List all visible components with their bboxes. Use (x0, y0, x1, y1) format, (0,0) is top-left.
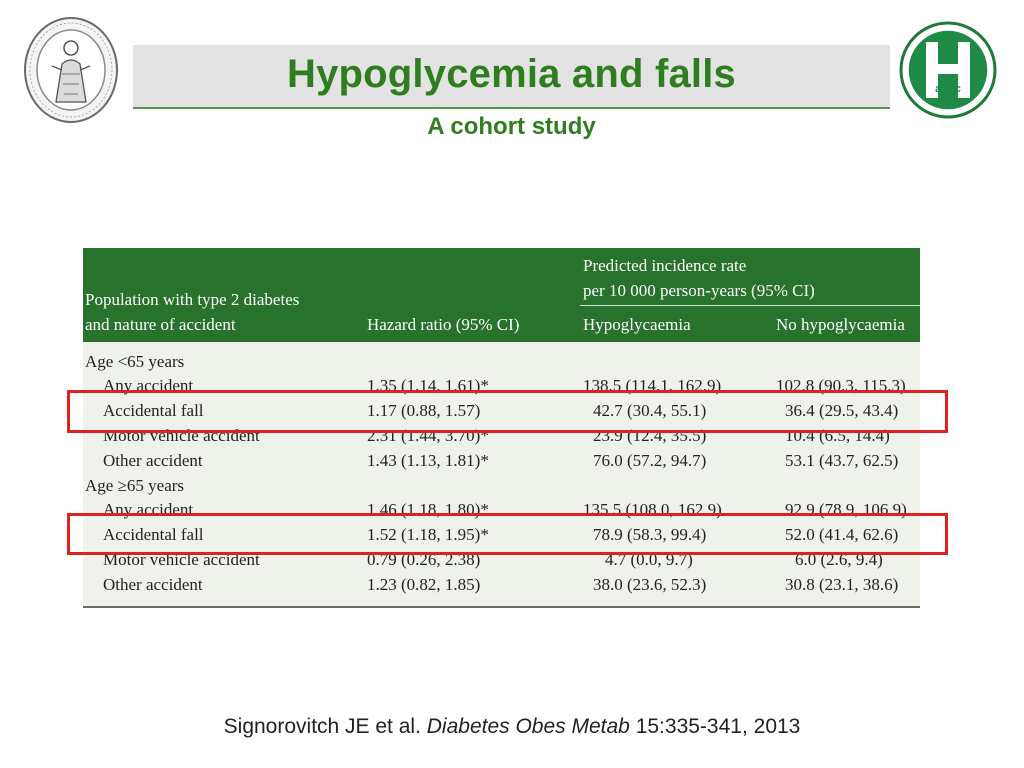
nohypo-rate-cell: 102.8 (90.3, 115.3) (776, 376, 906, 395)
citation (0, 715, 1024, 739)
accident-cell: Any accident (103, 376, 194, 395)
hazard-ratio-cell: 1.23 (0.82, 1.85) (367, 575, 481, 594)
hazard-ratio-cell: 2.31 (1.44, 3.70)* (367, 426, 489, 445)
table-row (83, 572, 920, 597)
hospital-logo (898, 20, 998, 120)
hypo-rate-cell: 135.5 (108.0, 162.9) (583, 500, 722, 519)
accident-cell: Other accident (103, 451, 203, 470)
table-header (83, 248, 920, 342)
accident-cell: Any accident (103, 500, 194, 519)
hypo-rate-cell: 4.7 (0.0, 9.7) (605, 550, 693, 569)
nohypo-rate-cell: 6.0 (2.6, 9.4) (795, 550, 883, 569)
hazard-ratio-cell: 1.17 (0.88, 1.57) (367, 401, 481, 420)
hypo-rate-cell: 78.9 (58.3, 99.4) (593, 525, 707, 544)
slide-subtitle: A cohort study (427, 113, 596, 140)
nohypo-rate-cell: 36.4 (29.5, 43.4) (785, 401, 899, 420)
logo-text: aouc (935, 83, 961, 95)
header-divider (580, 305, 920, 306)
hazard-ratio-cell: 1.43 (1.13, 1.81)* (367, 451, 489, 470)
hypo-rate-cell: 42.7 (30.4, 55.1) (593, 401, 707, 420)
incidence-header-line2: per 10 000 person-years (95% CI) (583, 281, 815, 300)
slide-title: Hypoglycemia and falls (287, 52, 736, 96)
group-label: Age ≥65 years (85, 476, 185, 495)
accident-cell: Accidental fall (103, 525, 204, 544)
highlight-box-over-65-fall (67, 513, 948, 555)
hazard-ratio-cell: 1.52 (1.18, 1.95)* (367, 525, 489, 544)
col1-header-line2: and nature of accident (85, 315, 236, 334)
citation-journal: Diabetes Obes Metab (426, 715, 630, 738)
hazard-ratio-cell: 0.79 (0.26, 2.38) (367, 550, 481, 569)
col2-header: Hazard ratio (95% CI) (367, 315, 520, 334)
accident-cell: Motor vehicle accident (103, 550, 260, 569)
col3-header: Hypoglycaemia (583, 315, 691, 334)
hypo-rate-cell: 138.5 (114.1, 162.9) (583, 376, 722, 395)
col4-header: No hypoglycaemia (776, 315, 905, 334)
incidence-header-line1: Predicted incidence rate (583, 256, 747, 275)
nohypo-rate-cell: 10.4 (6.5, 14.4) (785, 426, 890, 445)
hazard-ratio-cell: 1.46 (1.18, 1.80)* (367, 500, 489, 519)
hypo-rate-cell: 23.9 (12.4, 35.5) (593, 426, 707, 445)
table-row (83, 448, 920, 473)
nohypo-rate-cell: 52.0 (41.4, 62.6) (785, 525, 899, 544)
highlight-box-under-65-fall (67, 390, 948, 433)
university-seal-logo (22, 14, 120, 126)
hazard-ratio-cell: 1.35 (1.14, 1.61)* (367, 376, 489, 395)
hypo-rate-cell: 76.0 (57.2, 94.7) (593, 451, 707, 470)
nohypo-rate-cell: 92.9 (78.9, 106.9) (785, 500, 907, 519)
citation-authors: Signorovitch JE et al. (223, 715, 421, 738)
citation-reference: 15:335-341, 2013 (635, 715, 801, 738)
accident-cell: Accidental fall (103, 401, 204, 420)
nohypo-rate-cell: 53.1 (43.7, 62.5) (785, 451, 899, 470)
accident-cell: Motor vehicle accident (103, 426, 260, 445)
accident-cell: Other accident (103, 575, 203, 594)
nohypo-rate-cell: 30.8 (23.1, 38.6) (785, 575, 899, 594)
group-label: Age <65 years (85, 352, 185, 371)
col1-header-line1: Population with type 2 diabetes (85, 290, 300, 309)
hypo-rate-cell: 38.0 (23.6, 52.3) (593, 575, 707, 594)
